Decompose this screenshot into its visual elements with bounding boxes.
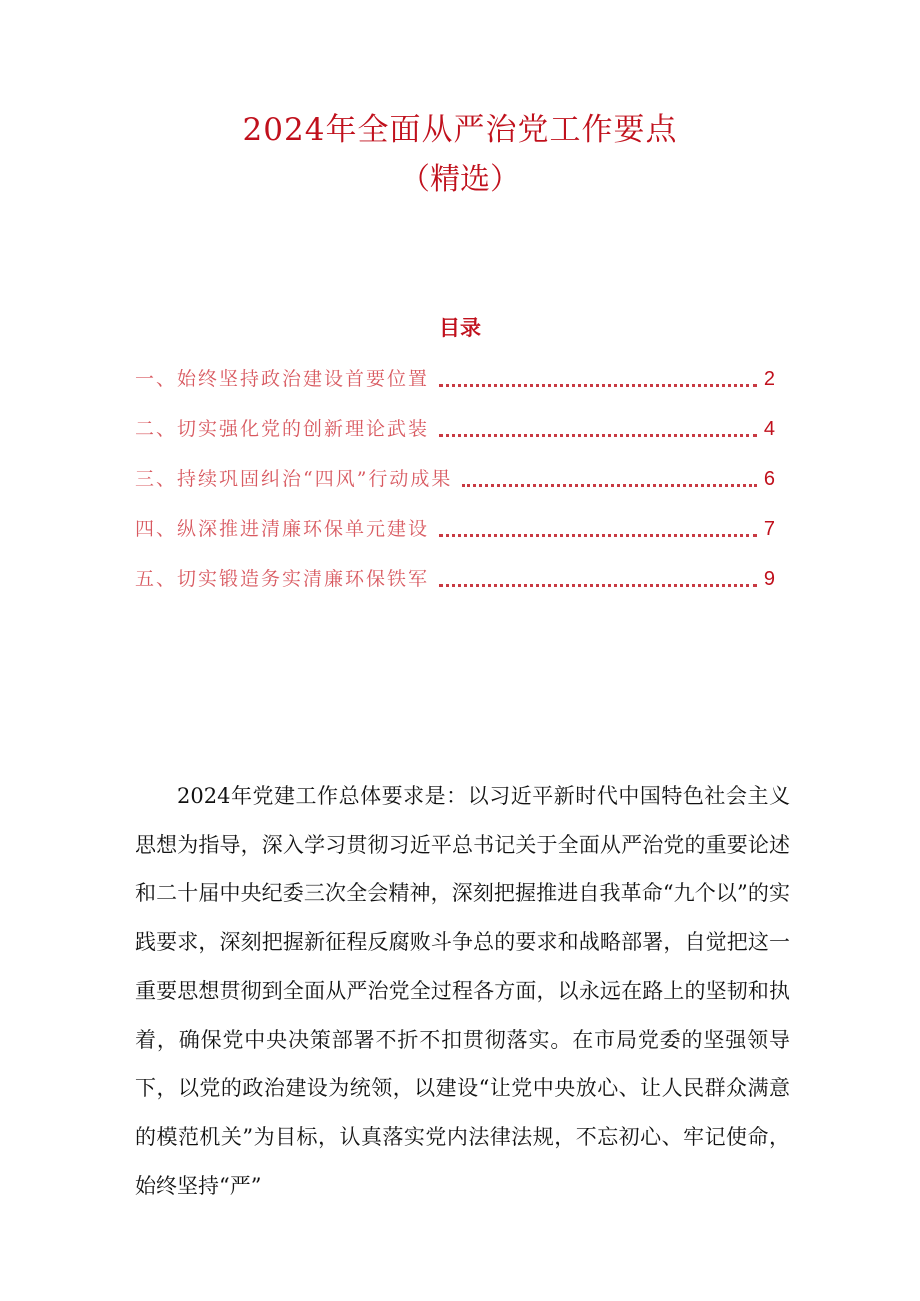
toc-item-page: 2 (763, 368, 775, 390)
toc-item-1[interactable] (135, 362, 775, 394)
toc-item-page: 9 (763, 568, 775, 590)
toc-item-label: 四、纵深推进清廉环保单元建设 (135, 518, 430, 540)
toc-item-label: 二、切实强化党的创新理论武装 (135, 418, 430, 440)
toc-leader-dots (462, 484, 757, 487)
toc-item-label: 三、持续巩固纠治“四风”行动成果 (135, 468, 453, 490)
toc-item-2[interactable] (135, 412, 775, 444)
body-paragraph: 2024年党建工作总体要求是：以习近平新时代中国特色社会主义思想为指导，深入学习贯彻习近平总书记关于全面从严治党的重要论述和二十届中央纪委三次全会精神，深刻把握推进自我革命“九个以”的实践要求，深刻把握新征程反腐败斗争总的要求和战略部署，自觉把这一重要思想贯彻到全面从严治党全过程各方面，以永远在路上的坚韧和执着，确保党中央决策部署不折不扣贯彻落实。在市局党委的坚强领导下，以党的政治建设为统领，以建设“让党中央放心、让人民群众满意的模范机关”为目标，认真落实党内法律法规，不忘初心、牢记使命，始终坚持“严” (135, 784, 790, 1198)
toc-item-page: 7 (763, 518, 775, 540)
document-title: 2024年全面从严治党工作要点 (242, 112, 678, 148)
toc-item-4[interactable] (135, 512, 775, 544)
toc-leader-dots (439, 384, 757, 387)
toc-leader-dots (439, 584, 757, 587)
toc-leader-dots (439, 434, 757, 437)
toc-item-page: 4 (763, 418, 775, 440)
toc-leader-dots (439, 534, 757, 537)
document-subtitle: （精选） (400, 162, 520, 197)
toc-heading: 目录 (439, 315, 481, 340)
toc-item-page: 6 (763, 468, 775, 490)
toc-item-5[interactable] (135, 562, 775, 594)
toc-item-3[interactable] (135, 462, 775, 494)
toc-item-label: 五、切实锻造务实清廉环保铁军 (135, 568, 430, 590)
toc-item-label: 一、始终坚持政治建设首要位置 (135, 368, 430, 390)
